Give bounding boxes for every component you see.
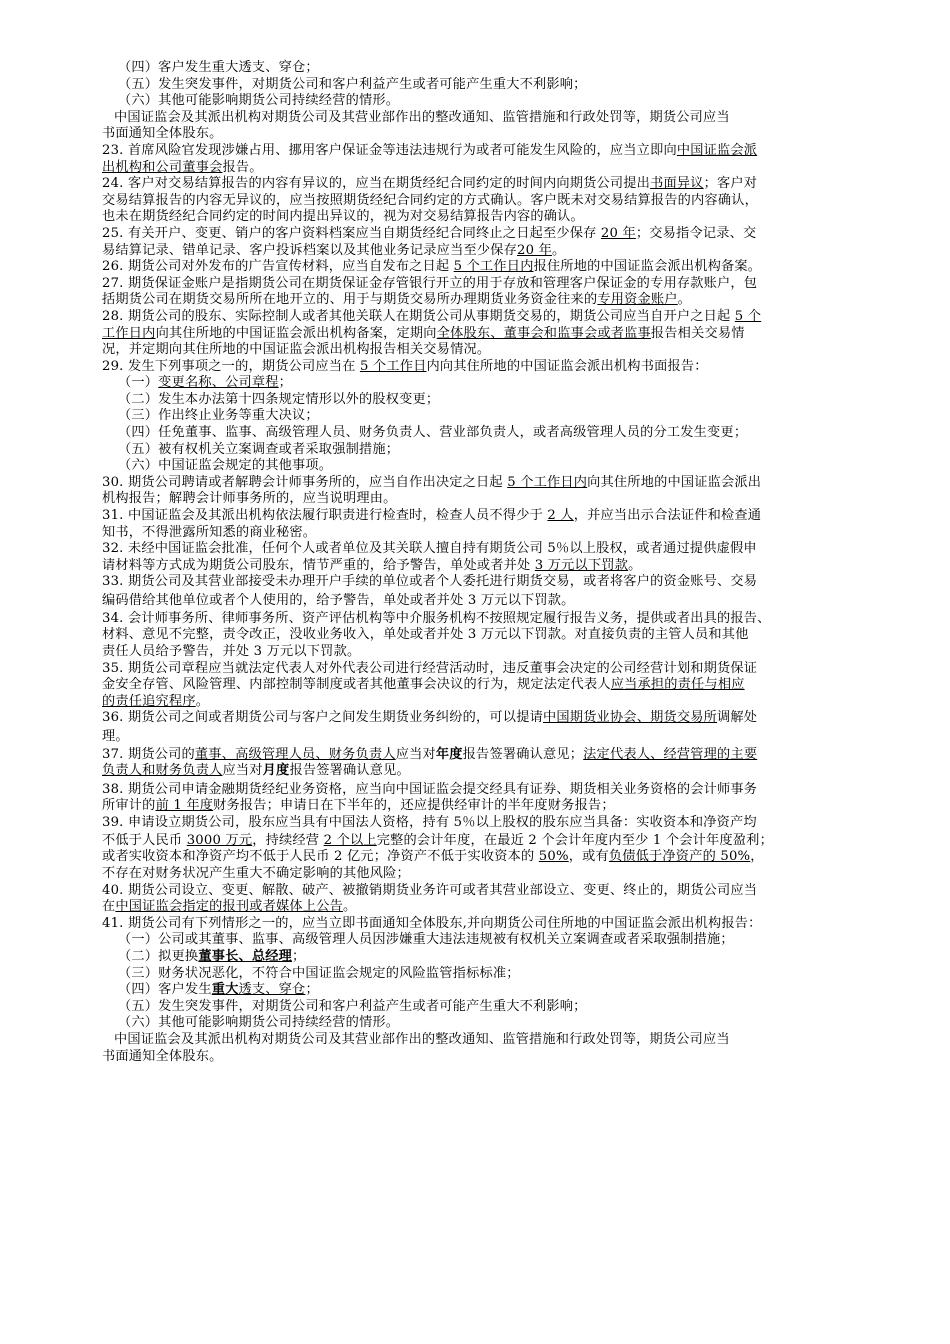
text-line	[102, 209, 897, 226]
text-line	[102, 866, 897, 883]
text-line	[102, 60, 897, 77]
text-segment: 知书，不得泄露所知悉的商业秘密。	[102, 524, 317, 540]
text-segment: 40. 期货公司设立、变更、解散、破产、被撤销期货业务许可或者其营业部设立、变更、终止的，期货公司应当	[102, 882, 758, 898]
text-line	[102, 644, 897, 661]
underlined-text: 5 个工作日	[359, 358, 427, 374]
text-line	[102, 798, 897, 815]
text-segment: （三）财务状况恶化，不符合中国证监会规定的风险监管指标标准；	[118, 965, 520, 981]
underlined-text: 3000 万元	[186, 832, 253, 848]
text-segment: 内向其住所地的中国证监会派出机构书面报告：	[426, 358, 708, 374]
text-segment: 年度	[435, 746, 463, 762]
text-line	[102, 458, 897, 475]
text-segment: 不低于人民币	[102, 832, 187, 848]
text-segment: 31. 中国证监会及其派出机构依法履行职责进行检查时，检查人员不得少于	[102, 508, 548, 524]
text-segment: 27. 期货保证金账户是指期货公司在期货保证金存管银行开立的用于存放和管理客户保证金的专用存款账户，包	[102, 275, 758, 291]
text-segment: （五）被有权机关立案调查或者采取强制措施；	[118, 441, 400, 457]
text-segment: 月度	[262, 763, 290, 779]
text-line	[102, 1015, 897, 1032]
text-segment: 易结算记录、错单记录、客户投诉档案以及其他业务记录应当至少保存	[102, 242, 518, 258]
text-segment: 也未在期货经纪合同约定的时间内提出异议的，视为对交易结算报告内容的确认。	[102, 209, 584, 225]
text-line	[102, 541, 897, 558]
text-segment: 。	[195, 693, 210, 709]
text-line	[102, 292, 897, 309]
text-segment: 39. 申请设立期货公司，股东应当具有中国法人资格，持有 5％以上股权的股东应当具备：实收资本和净资产均	[102, 814, 757, 830]
text-line	[102, 160, 897, 177]
text-segment: 在	[102, 899, 116, 915]
text-segment: 况，并定期向其住所地的中国证监会派出机构报告相关交易情况。	[102, 342, 491, 358]
text-segment: 34. 会计师事务所、律师事务所、资产评估机构等中介服务机构不按照规定履行报告义务，提供或者出具的报告、	[102, 610, 771, 626]
text-line	[102, 782, 897, 799]
text-line	[102, 661, 897, 678]
underlined-text: 全体股东、董事会和监事会或者监事	[436, 325, 651, 341]
text-line	[102, 999, 897, 1016]
text-segment: 25. 有关开户、变更、销户的客户资料档案应当自期货经纪合同终止之日起至少保存	[102, 225, 601, 241]
underlined-text: 董事长、总经理	[198, 949, 293, 965]
text-segment: 机构报告；解聘会计师事务所的，应当说明理由。	[102, 491, 397, 507]
text-segment: （二）发生本办法第十四条规定情形以外的股权变更；	[118, 391, 440, 407]
text-segment: （六）其他可能影响期货公司持续经营的情形。	[118, 1015, 400, 1031]
text-segment: ；	[305, 982, 319, 998]
text-segment: 38. 期货公司申请金融期货经纪业务资格，应当向中国证监会提交经具有证券、期货相关业务资格的会计师事务	[102, 781, 758, 797]
text-segment: 报告相关交易情	[650, 325, 745, 341]
underlined-text: 中国证监会指定的报刊或者媒体上公告	[115, 899, 343, 915]
underlined-text: 中国期货业协会、期货交易所	[542, 710, 718, 726]
text-line	[102, 525, 897, 542]
underlined-text: 负债低于净资产的 50%	[608, 849, 751, 865]
text-line	[102, 176, 897, 193]
text-line	[102, 375, 897, 392]
text-line	[102, 508, 897, 525]
text-line	[102, 982, 897, 999]
text-segment: 26. 期货公司对外发布的广告宣传材料，应当自发布之日起	[102, 259, 454, 275]
text-segment: 调解处	[717, 710, 758, 726]
text-line	[102, 442, 897, 459]
text-line	[102, 226, 897, 243]
text-segment: 或者实收资本和净资产均不低于人民币 2 亿元；净资产不低于实收资本的	[102, 849, 539, 865]
text-segment: 向其住所地的中国证监会派出机构备案，定期向	[155, 325, 437, 341]
underlined-text: 变更名称、公司章程	[158, 375, 279, 391]
text-segment: 应当对	[395, 746, 436, 762]
text-segment: 30. 期货公司聘请或者解聘会计师事务所的，应当自作出决定之日起	[102, 474, 508, 490]
text-line	[102, 729, 897, 747]
text-line	[102, 276, 897, 293]
text-line	[102, 966, 897, 983]
text-segment: 应当对	[222, 763, 263, 779]
text-line	[102, 491, 897, 508]
underlined-text: 中国证监会派	[676, 142, 758, 158]
text-line	[102, 815, 897, 833]
underlined-text: 重大	[211, 982, 239, 998]
text-segment: 报住所地的中国证监会派出机构备案。	[533, 259, 762, 275]
text-segment: 所审计的	[102, 798, 156, 814]
underlined-text: 20 年	[600, 225, 636, 241]
text-line	[102, 833, 897, 850]
text-segment: ；	[278, 375, 293, 391]
text-segment: 。	[677, 292, 692, 308]
text-segment: 中国证监会及其派出机构对期货公司及其营业部作出的整改通知、监管措施和行政处罚等，期货公司应当	[114, 109, 730, 125]
underlined-text: 应当承担的责任与相应	[610, 677, 745, 693]
text-segment: 括期货公司在期货交易所所在地开立的、用于与期货交易所办理期货业务资金往来的	[102, 292, 598, 308]
text-segment: 报告签署确认意见；	[462, 746, 584, 762]
underlined-text: 透支、穿仓	[238, 982, 306, 998]
text-segment: 。	[628, 557, 642, 573]
underlined-text: 2 人	[547, 508, 574, 524]
text-segment: （四）客户发生	[118, 982, 212, 998]
text-segment: （五）发生突发事件，对期货公司和客户利益产生或者可能产生重大不利影响；	[118, 76, 587, 92]
text-line	[102, 143, 897, 160]
text-segment: 完整的会计年度，在最近 2 个会计年度内至少 1 个会计年度盈利；	[376, 832, 773, 848]
text-segment: （四）客户发生重大透支、穿仓；	[118, 60, 319, 75]
text-segment: ；	[292, 949, 306, 965]
text-segment: 。	[342, 899, 357, 915]
text-segment: 中国证监会及其派出机构对期货公司及其营业部作出的整改通知、监管措施和行政处罚等，期货公司应当	[114, 1032, 730, 1047]
text-segment: 财务报告；申请日在下半年的，还应提供经审计的半年度财务报告；	[213, 798, 615, 814]
underlined-text: 5 个工作日内	[507, 474, 588, 490]
text-segment: 33. 期货公司及其营业部接受未办理开户手续的单位或者个人委托进行期货交易，或者将客户的资金账号、交易	[102, 574, 758, 590]
text-segment: 向其住所地的中国证监会派出	[587, 474, 762, 490]
text-segment: 责任人员给予警告，并处 3 万元以下罚款。	[102, 643, 361, 659]
underlined-text: 20 年	[517, 242, 552, 258]
text-segment: （五）发生突发事件，对期货公司和客户利益产生或者可能产生重大不利影响；	[118, 998, 587, 1014]
text-segment: 35. 期货公司章程应当就法定代表人对外代表公司进行经营活动时，违反董事会决定的公司经营计划和期货保证	[102, 660, 758, 676]
text-segment: 书面通知全体股东。	[102, 126, 223, 142]
text-line	[102, 77, 897, 94]
text-segment: 书面通知全体股东。	[102, 1048, 223, 1064]
text-line	[102, 627, 897, 644]
text-line	[102, 1049, 897, 1066]
text-segment: 请材料等方式成为期货公司股东，情节严重的，给予警告，单处或者并处	[102, 557, 535, 573]
text-line	[102, 611, 897, 628]
underlined-text: 2 个以上	[323, 832, 377, 848]
text-line	[102, 93, 897, 110]
text-line	[102, 710, 897, 728]
text-line	[102, 326, 897, 343]
underlined-text: 书面异议	[650, 176, 704, 192]
underlined-text: 工作日内	[102, 325, 156, 341]
text-line	[102, 883, 897, 900]
text-line	[102, 558, 897, 575]
text-segment: （三）作出终止业务等重大决议；	[118, 408, 319, 424]
text-segment: 金安全存管、风险管理、内部控制等制度或者其他董事会决议的行为，规定法定代表人	[102, 677, 611, 693]
text-line	[102, 243, 897, 260]
text-segment: 29. 发生下列事项之一的，期货公司应当在	[102, 358, 360, 374]
underlined-text: 董事、高级管理人员、财务负责人	[194, 746, 396, 762]
text-segment: 37. 期货公司的	[102, 746, 195, 762]
text-segment: （二）拟更换	[118, 949, 199, 965]
text-line	[102, 899, 897, 916]
text-line	[102, 193, 897, 210]
text-segment: ，持续经营	[252, 832, 324, 848]
underlined-text: 负责人和财务负责人	[102, 763, 223, 779]
text-segment: ，	[750, 849, 764, 865]
text-segment: 32. 未经中国证监会批准，任何个人或者单位及其关联人擅自持有期货公司 5％以上股权，或者通过提供虚假申	[102, 541, 757, 557]
underlined-text: 3 万元以下罚款	[534, 557, 629, 573]
text-segment: （一）公司或其董事、监事、高级管理人员因涉嫌重大违法违规被有权机关立案调查或者采取强制措施；	[118, 932, 734, 948]
text-line	[102, 475, 897, 492]
text-line	[102, 916, 897, 933]
text-segment: 理。	[102, 728, 129, 744]
underlined-text: 的责任追究程序	[102, 693, 196, 709]
text-line	[102, 849, 897, 866]
text-segment: ；客户对	[703, 176, 758, 192]
text-segment: 24. 客户对交易结算报告的内容有异议的，应当在期货经纪合同约定的时间内向期货公司提出	[102, 176, 651, 192]
text-segment: （六）中国证监会规定的其他事项。	[118, 458, 333, 474]
text-line	[102, 126, 897, 143]
text-line	[102, 574, 897, 592]
underlined-text: 5 个工作日内	[453, 259, 534, 275]
text-segment: （四）任免董事、监事、高级管理人员、财务负责人、营业部负责人，或者高级管理人员的分工发生变更；	[118, 425, 748, 441]
underlined-text: 前 1 年度	[155, 798, 214, 814]
document-page	[102, 60, 897, 1065]
text-segment: 41. 期货公司有下列情形之一的，应当立即书面通知全体股东,并向期货公司住所地的中国证监会派出机构报告：	[102, 915, 762, 931]
text-line	[102, 425, 897, 442]
text-segment: 23. 首席风险官发现涉嫌占用、挪用客户保证金等违法违规行为或者可能发生风险的，应当立即向	[102, 142, 677, 158]
text-line	[102, 677, 897, 694]
underlined-text: 法定代表人、经营管理的主要	[583, 746, 758, 762]
text-line	[102, 949, 897, 966]
text-line	[102, 408, 897, 425]
text-line	[102, 359, 897, 376]
text-line	[102, 1032, 897, 1049]
underlined-text: 50%	[538, 849, 569, 865]
underlined-text: 出机构和公司董事会	[102, 159, 223, 175]
text-line	[102, 110, 897, 127]
underlined-text: 5 个	[734, 308, 762, 324]
text-segment: 交易结算报告的内容无异议的，应当按照期货经纪合同约定的方式确认。客户既未对交易结算报告的内容确认，	[102, 192, 758, 208]
text-line	[102, 763, 897, 781]
text-segment: ；交易指令记录、交	[635, 225, 757, 241]
text-segment: （六）其他可能影响期货公司持续经营的情形。	[118, 93, 400, 109]
text-segment: ，并应当出示合法证件和检查通	[573, 508, 762, 524]
text-line	[102, 309, 897, 326]
text-line	[102, 747, 897, 764]
text-segment: （一）	[118, 375, 159, 391]
text-line	[102, 932, 897, 949]
text-segment: 。	[551, 242, 566, 258]
text-segment: 28. 期货公司的股东、实际控制人或者其他关联人在期货公司从事期货交易的，期货公司应当自开户之日起	[102, 308, 735, 324]
text-segment: 报告签署确认意见。	[289, 763, 410, 779]
text-line	[102, 259, 897, 276]
text-line	[102, 342, 897, 359]
text-line	[102, 593, 897, 611]
text-segment: 不存在对财务状况产生重大不确定影响的其他风险；	[102, 866, 410, 882]
underlined-text: 专用资金账户	[597, 292, 678, 308]
text-segment: ，或有	[568, 849, 609, 865]
text-segment: 报告。	[222, 159, 263, 175]
text-segment: 材料、意见不完整，责令改正，没收业务收入，单处或者并处 3 万元以下罚款。对直接负责的主管人员和其他	[102, 627, 749, 643]
text-line	[102, 694, 897, 711]
text-line	[102, 392, 897, 409]
text-segment: 编码借给其他单位或者个人使用的，给予警告，单处或者并处 3 万元以下罚款。	[102, 592, 575, 608]
text-segment: 36. 期货公司之间或者期货公司与客户之间发生期货业务纠纷的，可以提请	[102, 710, 543, 726]
